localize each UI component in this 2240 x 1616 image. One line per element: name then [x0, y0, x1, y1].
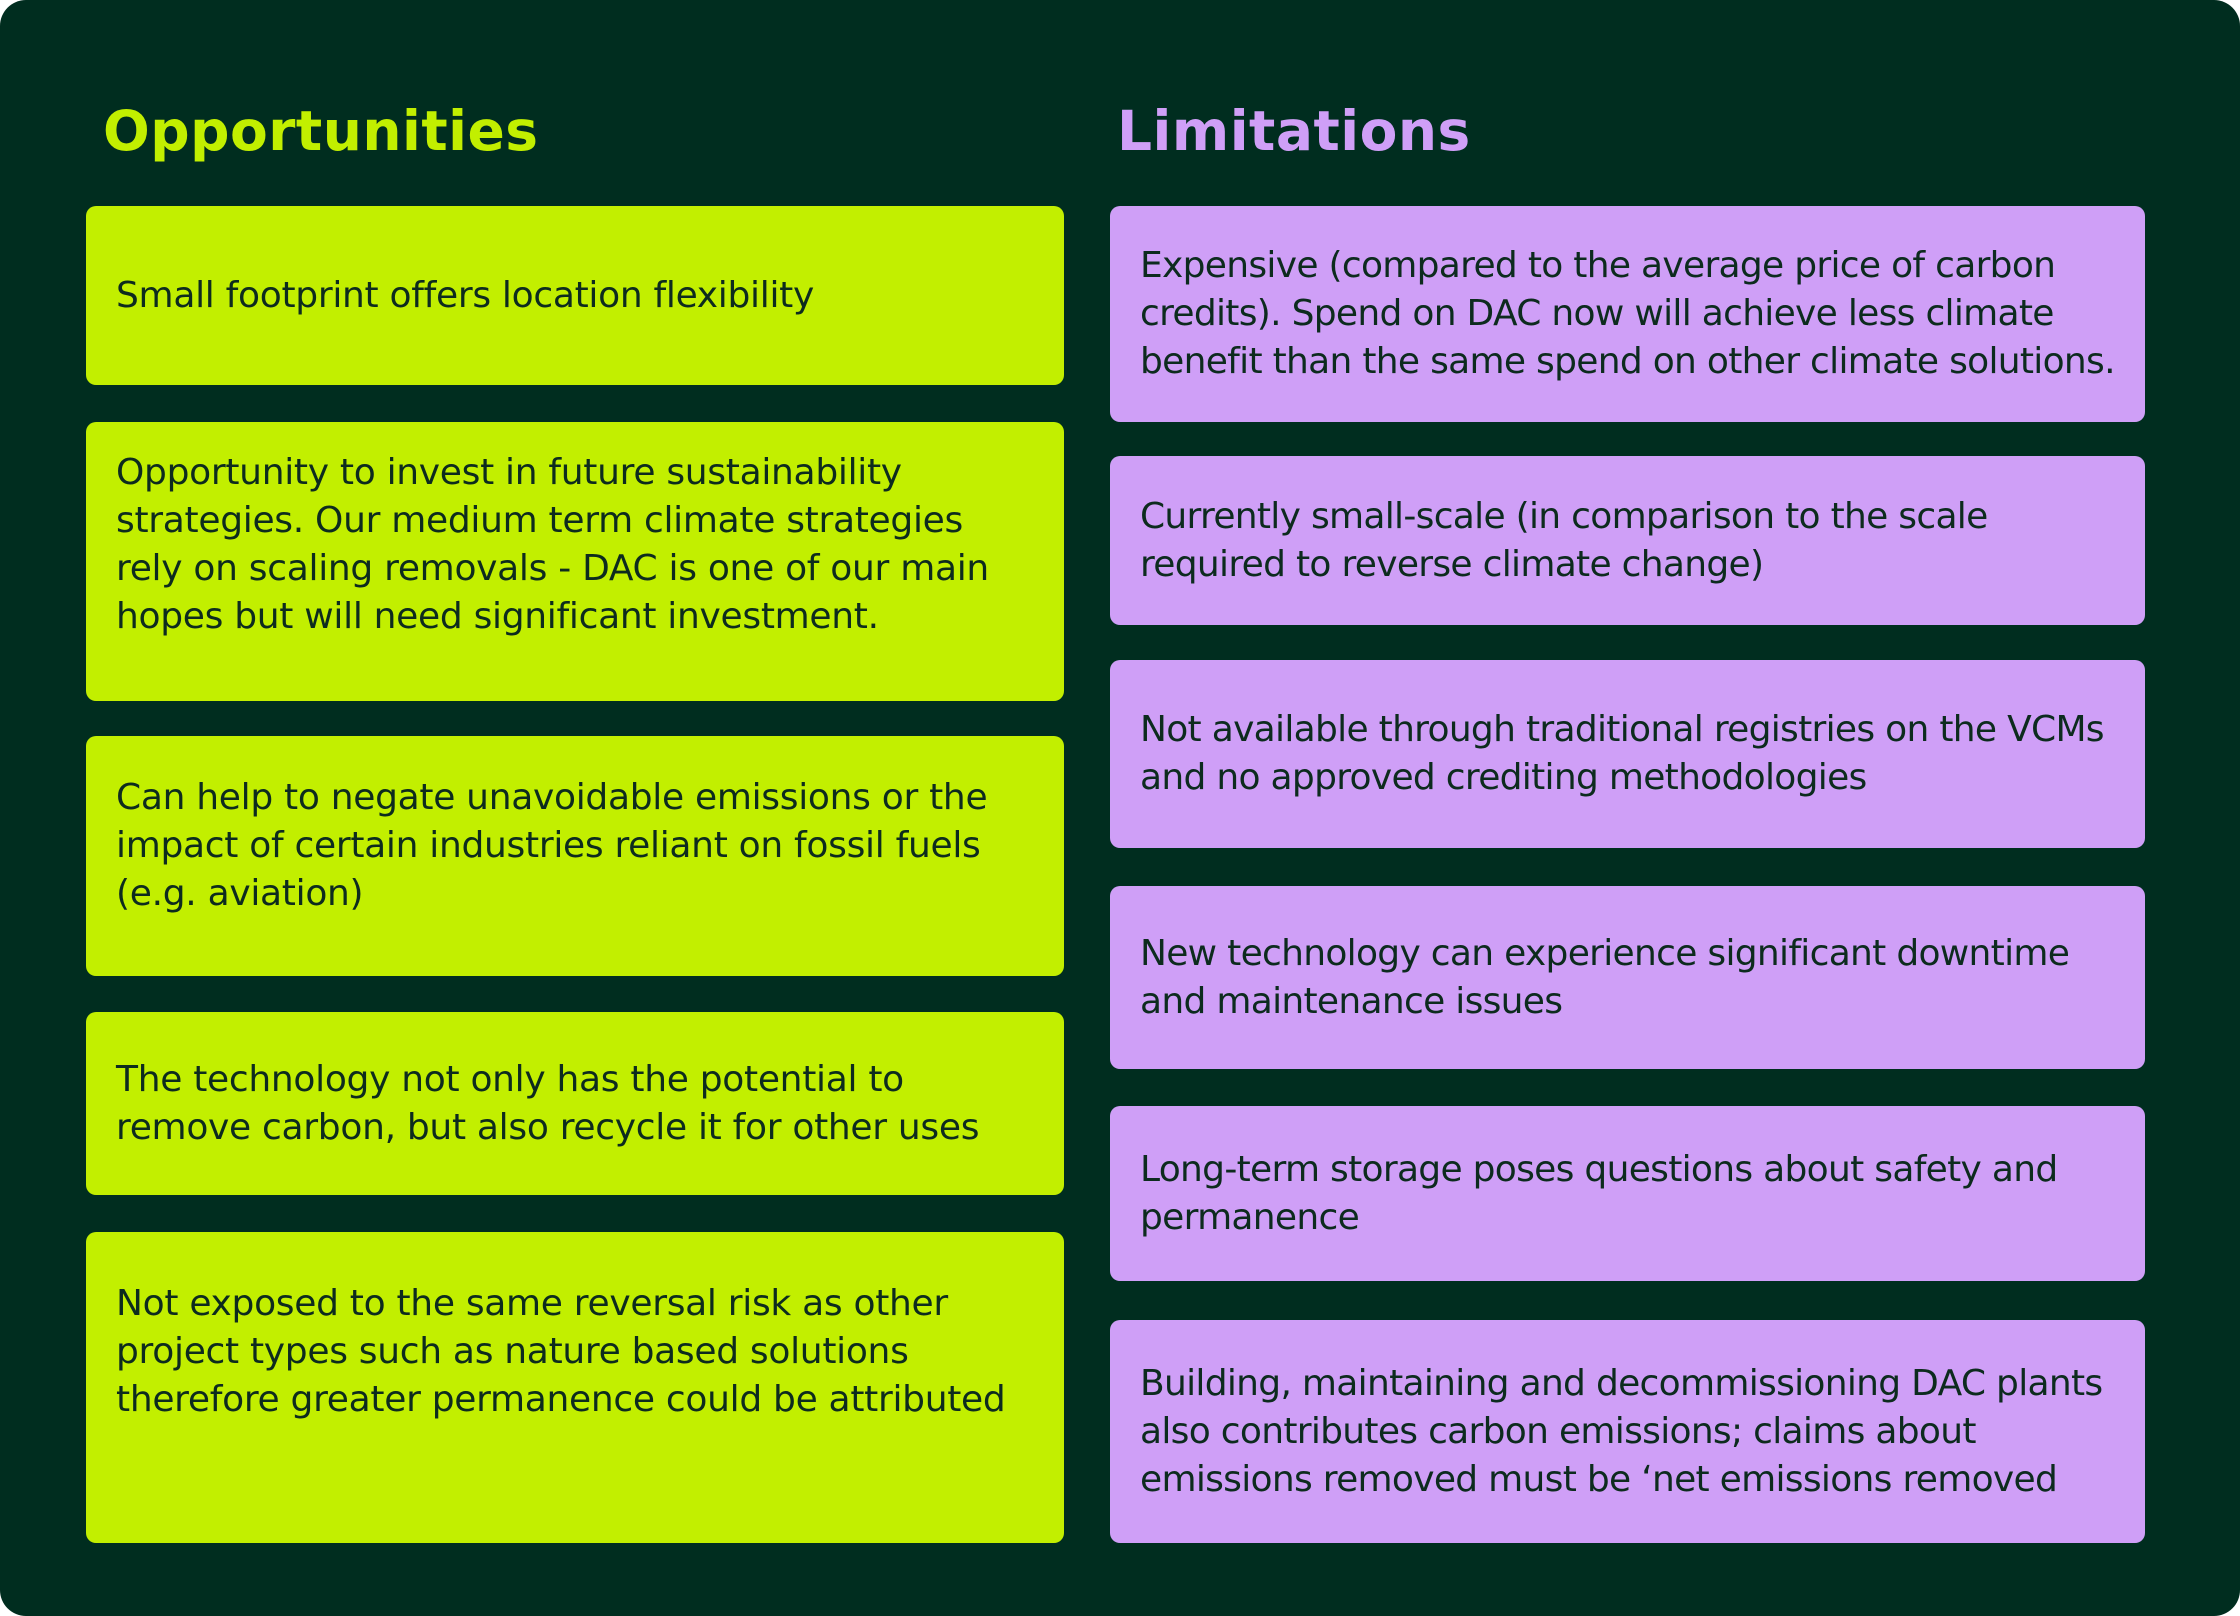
- opportunity-card: [86, 1012, 1064, 1195]
- opportunity-card: [86, 1232, 1064, 1543]
- limitation-card: [1110, 456, 2145, 625]
- opportunity-card: [86, 422, 1064, 701]
- opportunity-text: Small footprint offers location flexibility: [116, 274, 814, 316]
- limitation-card: [1110, 886, 2145, 1069]
- limitation-card: [1110, 206, 2145, 422]
- limitation-text: Long-term storage poses questions about safety and permanence: [1140, 1148, 2058, 1238]
- opportunity-text: Not exposed to the same reversal risk as other project types such as nature based solutions therefore greater permanence could be attributed: [116, 1283, 1006, 1420]
- opportunity-text: Can help to negate unavoidable emissions or the impact of certain industries reliant on fossil fuels (e.g. aviation): [116, 777, 988, 914]
- limitation-card: [1110, 1320, 2145, 1543]
- opportunity-text: The technology not only has the potential to remove carbon, but also recycle it for other uses: [116, 1058, 980, 1148]
- limitation-text: Expensive (compared to the average price of carbon credits). Spend on DAC now will achieve less climate benefit than the same spend on other climate solutions.: [1140, 245, 2115, 382]
- opportunity-card: [86, 736, 1064, 976]
- limitation-card: [1110, 1106, 2145, 1281]
- opportunities-heading: Opportunities: [103, 99, 539, 163]
- limitation-text: Not available through traditional registries on the VCMs and no approved crediting methodologies: [1140, 709, 2104, 798]
- limitation-text: New technology can experience significant downtime and maintenance issues: [1140, 932, 2070, 1022]
- limitations-heading: Limitations: [1117, 99, 1471, 163]
- opportunity-card: [86, 206, 1064, 385]
- limitation-card: [1110, 660, 2145, 848]
- opportunity-text: Opportunity to invest in future sustainability strategies. Our medium term climate strategies rely on scaling removals - DAC is one of our main hopes but will need significant investment.: [116, 452, 989, 637]
- limitation-text: Building, maintaining and decommissioning DAC plants also contributes carbon emissions; claims about emissions removed must be ‘net emissions removed: [1140, 1362, 2103, 1500]
- limitation-text: Currently small-scale (in comparison to the scale required to reverse climate change): [1140, 495, 1988, 585]
